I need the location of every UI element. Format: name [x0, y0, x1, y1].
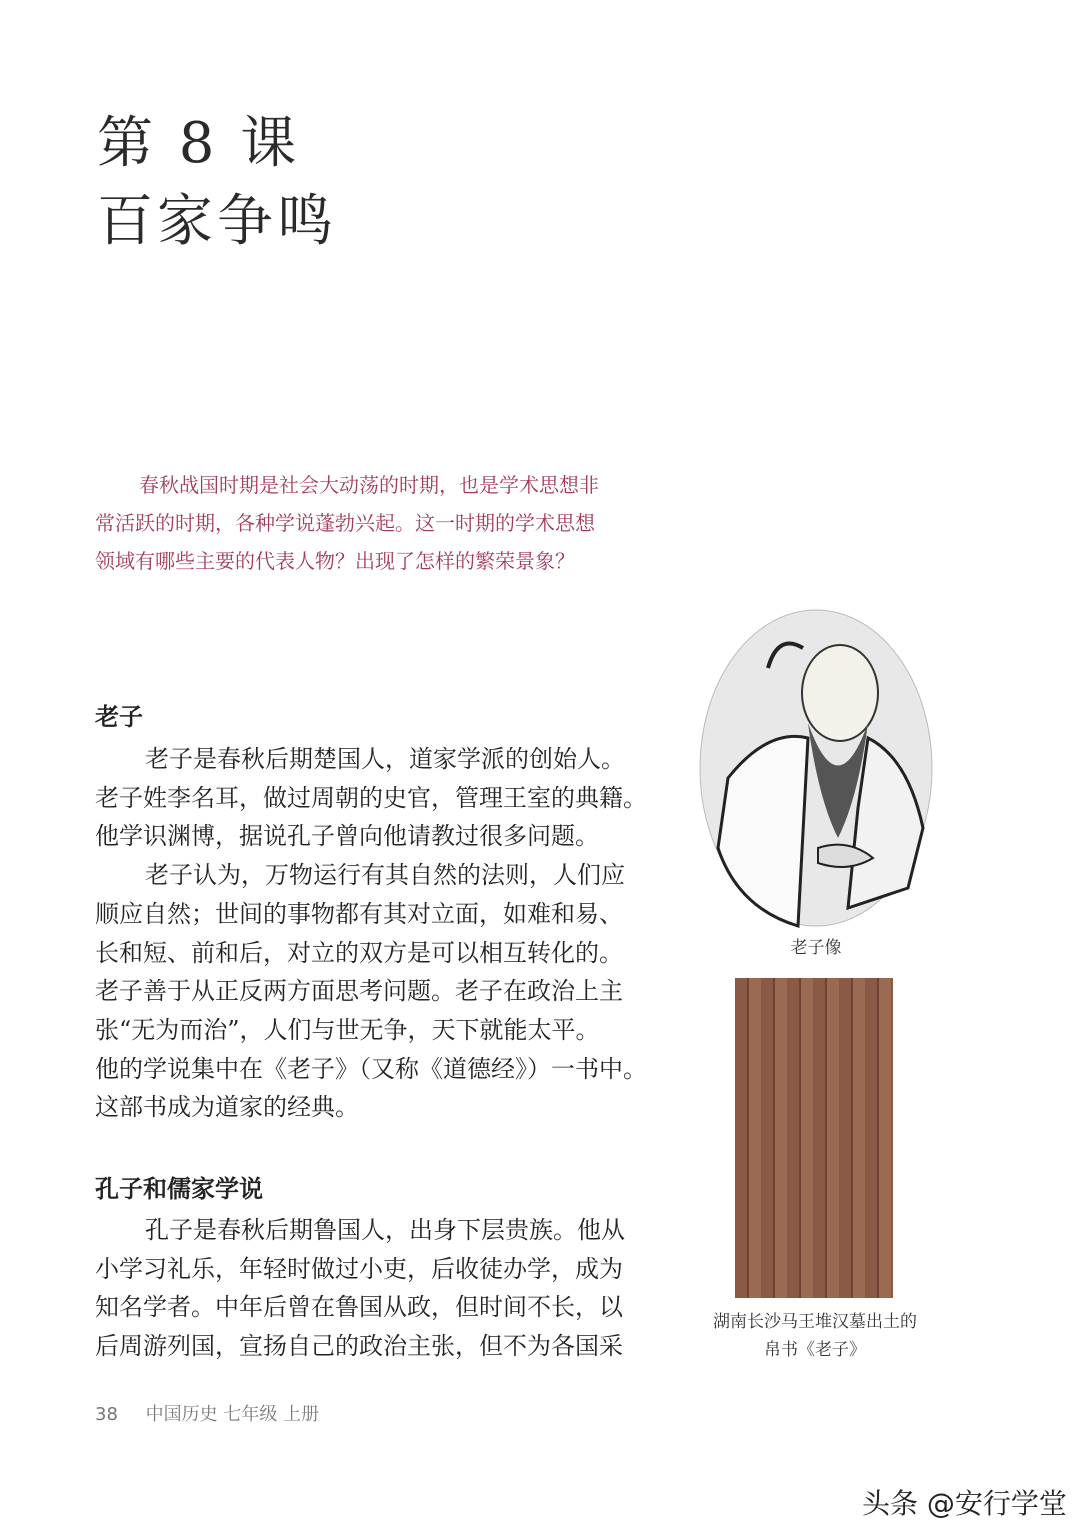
intro-text: [95, 466, 655, 580]
laozi-portrait: [698, 608, 934, 928]
text-line: 长和短、前和后，对立的双方是可以相互转化的。: [95, 938, 623, 967]
text-line: 小学习礼乐，年轻时做过小吏，后收徒办学，成为: [95, 1254, 623, 1283]
text-line: 老子善于从正反两方面思考问题。老子在政治上主: [95, 977, 623, 1006]
text-line: 张“无为而治”，人们与世无争，天下就能太平。: [95, 1015, 600, 1044]
text-line: 这部书成为道家的经典。: [95, 1093, 359, 1122]
silk-manuscript-image: [735, 978, 893, 1298]
page-number: 38: [95, 1404, 118, 1425]
silk-caption: [690, 1308, 940, 1364]
section-heading-confucius: 孔子和儒家学说: [95, 1175, 263, 1203]
intro-line: 常活跃的时期，各种学说蓬勃兴起。这一时期的学术思想: [95, 511, 595, 535]
text-line: 后周游列国，宣扬自己的政治主张，但不为各国采: [95, 1332, 623, 1361]
section-body-laozi: [95, 740, 655, 1127]
section-body-confucius: [95, 1211, 655, 1366]
text-line: 知名学者。中年后曾在鲁国从政，但时间不长，以: [95, 1293, 623, 1322]
text-line: 他学识渊博，据说孔子曾向他请教过很多问题。: [95, 822, 599, 851]
laozi-caption: 老子像: [790, 938, 842, 958]
text-line: 他的学说集中在《老子》（又称《道德经》）一书中。: [95, 1054, 647, 1083]
lesson-number: 第 8 课: [97, 111, 301, 176]
text-line: 老子认为，万物运行有其自然的法则，人们应: [145, 861, 625, 890]
watermark: 头条 @安行学堂: [862, 1487, 1067, 1520]
section-heading-laozi: 老子: [95, 703, 143, 731]
text-line: 孔子是春秋后期鲁国人，出身下层贵族。他从: [145, 1216, 625, 1244]
intro-line: 领域有哪些主要的代表人物？出现了怎样的繁荣景象？: [95, 549, 575, 573]
text-line: 顺应自然；世间的事物都有其对立面，如难和易、: [95, 899, 623, 928]
lesson-title: 百家争鸣: [97, 189, 337, 254]
caption-line: 帛书《老子》: [764, 1340, 866, 1360]
book-title: 中国历史 七年级 上册: [145, 1404, 320, 1425]
caption-line: 湖南长沙马王堆汉墓出土的: [713, 1312, 917, 1332]
text-line: 老子是春秋后期楚国人，道家学派的创始人。: [145, 745, 625, 773]
page-footer: [95, 1400, 341, 1426]
text-line: 老子姓李名耳，做过周朝的史官，管理王室的典籍。: [95, 783, 647, 812]
intro-line: 春秋战国时期是社会大动荡的时期，也是学术思想非: [139, 473, 599, 497]
